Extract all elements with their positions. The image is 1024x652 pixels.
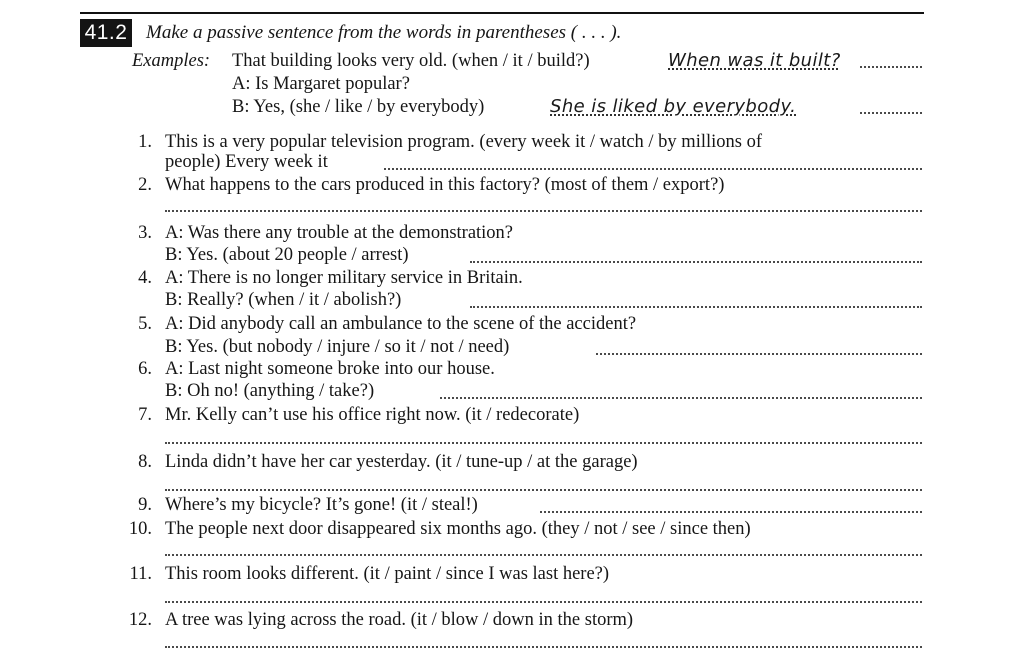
answer-line[interactable]	[470, 306, 922, 308]
item-9-line-1: Where’s my bicycle? It’s gone! (it / steal!)	[165, 495, 478, 515]
item-number: 12.	[128, 610, 152, 630]
answer-line[interactable]	[470, 261, 922, 263]
example-2-answer: She is liked by everybody.	[550, 96, 797, 117]
item-6-line-1: A: Last night someone broke into our house.	[165, 359, 495, 379]
item-7-line-1: Mr. Kelly can’t use his office right now. (it / redecorate)	[165, 405, 580, 425]
example-1-prompt: That building looks very old. (when / it / build?)	[232, 51, 590, 71]
answer-line[interactable]	[165, 210, 922, 212]
item-4-line-2: B: Really? (when / it / abolish?)	[165, 290, 402, 310]
answer-line[interactable]	[540, 511, 922, 513]
item-number: 2.	[138, 175, 152, 195]
item-number: 9.	[138, 495, 152, 515]
answer-line[interactable]	[165, 554, 922, 556]
answer-line[interactable]	[165, 646, 922, 648]
item-number: 1.	[138, 132, 152, 152]
instruction: Make a passive sentence from the words in parentheses ( . . . ).	[146, 22, 622, 43]
item-5-line-2: B: Yes. (but nobody / injure / so it / not / need)	[165, 337, 510, 357]
item-number: 8.	[138, 452, 152, 472]
item-1-line-1: This is a very popular television program. (every week it / watch / by millions of	[165, 132, 762, 152]
exercise-number: 41.2	[80, 19, 132, 47]
item-11-line-1: This room looks different. (it / paint / since I was last here?)	[165, 564, 610, 584]
item-number: 6.	[138, 359, 152, 379]
examples-label: Examples:	[132, 51, 211, 71]
item-4-line-1: A: There is no longer military service in Britain.	[165, 268, 523, 288]
answer-line[interactable]	[384, 168, 922, 170]
item-number: 10.	[128, 519, 152, 539]
answer-line[interactable]	[165, 442, 922, 444]
item-3-line-1: A: Was there any trouble at the demonstration?	[165, 223, 514, 243]
item-number: 4.	[138, 268, 152, 288]
item-2-line-1: What happens to the cars produced in this factory? (most of them / export?)	[165, 175, 725, 195]
item-10-line-1: The people next door disappeared six months ago. (they / not / see / since then)	[165, 519, 751, 539]
answer-line[interactable]	[165, 489, 922, 491]
item-number: 11.	[129, 564, 152, 584]
item-8-line-1: Linda didn’t have her car yesterday. (it / tune-up / at the garage)	[165, 452, 638, 472]
item-1-line-2: people) Every week it	[165, 152, 328, 172]
item-number: 5.	[138, 314, 152, 334]
answer-line	[860, 112, 922, 114]
header-rule	[80, 12, 924, 14]
item-6-line-2: B: Oh no! (anything / take?)	[165, 381, 375, 401]
item-12-line-1: A tree was lying across the road. (it / blow / down in the storm)	[165, 610, 634, 630]
item-5-line-1: A: Did anybody call an ambulance to the scene of the accident?	[165, 314, 637, 334]
answer-line[interactable]	[165, 601, 922, 603]
answer-line[interactable]	[596, 353, 922, 355]
example-2-a: A: Is Margaret popular?	[232, 74, 410, 94]
item-3-line-2: B: Yes. (about 20 people / arrest)	[165, 245, 409, 265]
item-number: 7.	[138, 405, 152, 425]
answer-line[interactable]	[440, 397, 922, 399]
item-number: 3.	[138, 223, 152, 243]
example-1-answer: When was it built?	[668, 50, 841, 71]
answer-line	[860, 66, 922, 68]
example-2-b: B: Yes, (she / like / by everybody)	[232, 97, 485, 117]
